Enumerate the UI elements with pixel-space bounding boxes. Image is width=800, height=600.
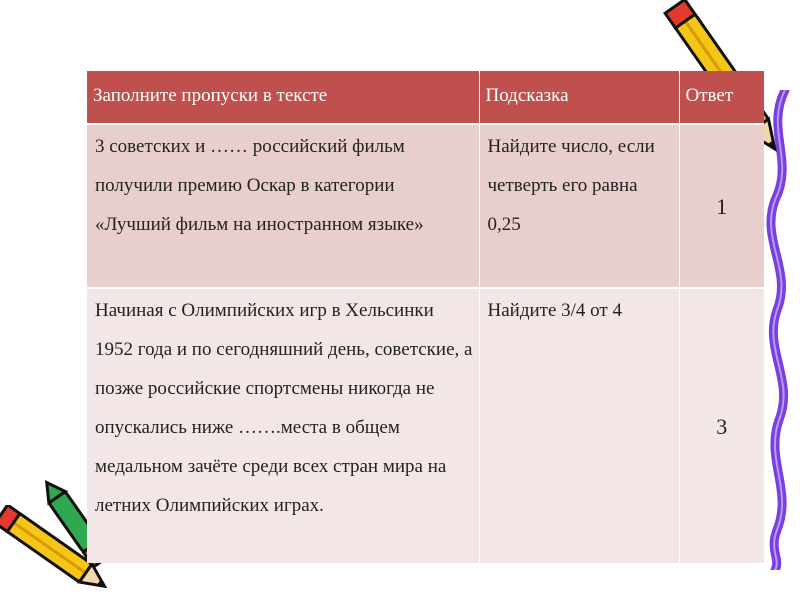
- table-row: [87, 124, 764, 288]
- row-hint: Найдите 3/4 от 4: [479, 288, 679, 563]
- table-header-row: [87, 71, 764, 124]
- row-text: 3 советских и …… российский фильм получили премию Оскар в категории «Лучший фильм на иностранном языке»: [87, 124, 479, 288]
- header-answer: Ответ: [679, 71, 764, 124]
- row-hint: Найдите число, если четверть его равна 0,25: [479, 124, 679, 288]
- quiz-table: [87, 71, 764, 563]
- row-answer: 3: [679, 288, 764, 563]
- header-hint: Подсказка: [479, 71, 679, 124]
- row-text: Начиная с Олимпийских игр в Хельсинки 1952 года и по сегодняшний день, советские, а позже российские спортсмены никогда не опускались ниже …….места в общем медальном зачёте среди всех стран мира на летних Олимпийских играх.: [87, 288, 479, 563]
- table-row: [87, 288, 764, 563]
- row-answer: 1: [679, 124, 764, 288]
- quiz-table-container: [87, 71, 764, 563]
- header-fill-gaps: Заполните пропуски в тексте: [87, 71, 479, 124]
